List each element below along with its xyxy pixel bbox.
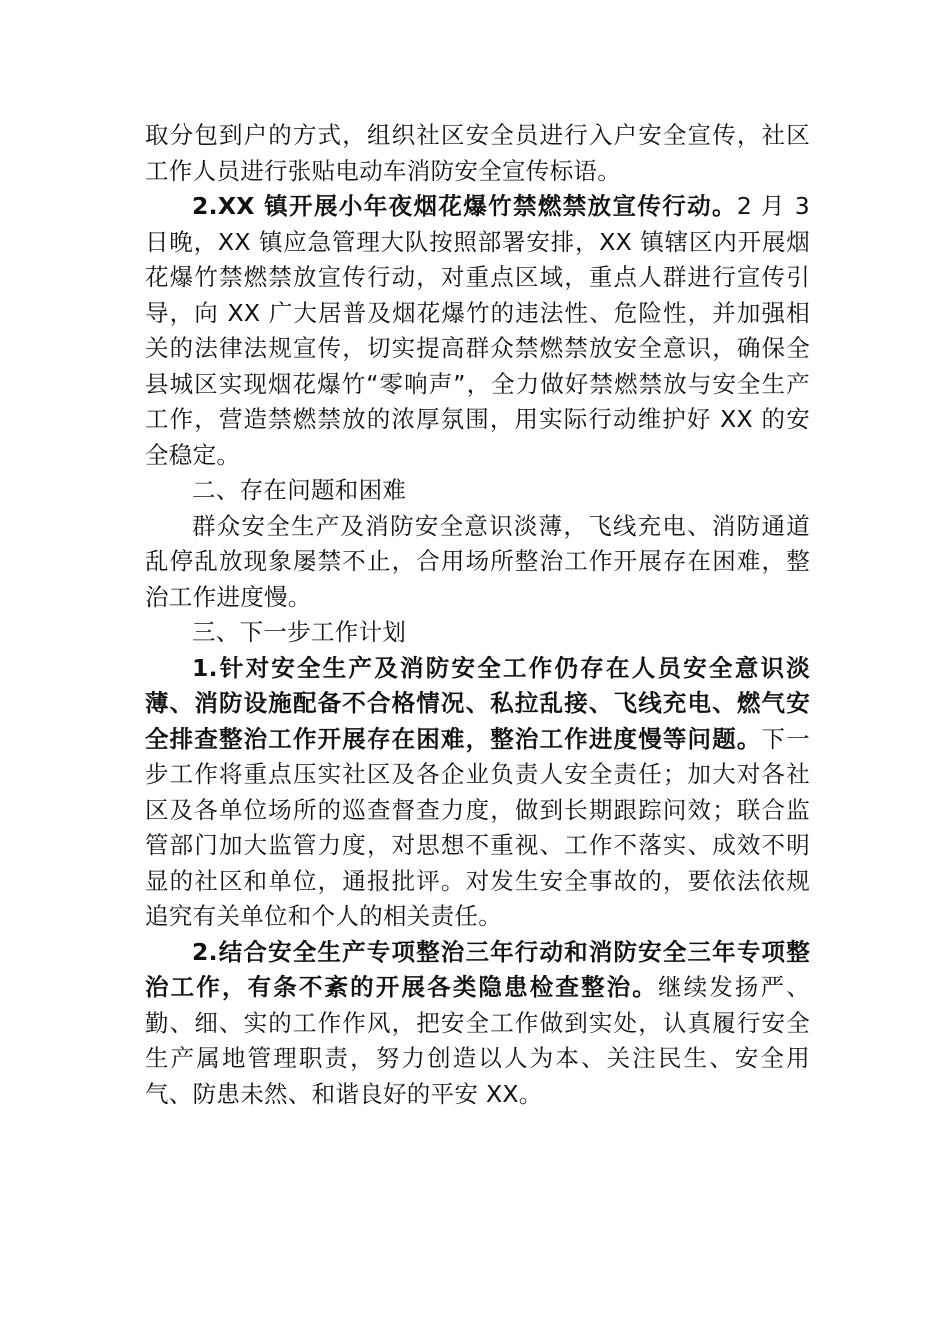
document-page	[145, 118, 810, 1112]
paragraph-text: 群众安全生产及消防安全意识淡薄，飞线充电、消防通道乱停乱放现象屡禁不止，合用场所整治工作开展存在困难，整治工作进度慢。	[145, 511, 810, 611]
section-heading-text: 三、下一步工作计划	[192, 618, 407, 646]
section-heading-text: 二、存在问题和困难	[192, 476, 407, 504]
paragraph-text: 继续发扬严、勤、细、实的工作作风，把安全工作做到实处，认真履行安全生产属地管理职责，努力创造以人为本、关注民生、安全用气、防患未然、和谐良好的平安 XX。	[145, 973, 810, 1108]
paragraph-bold-lead: 2.XX 镇开展小年夜烟花爆竹禁燃禁放宣传行动。	[192, 192, 737, 220]
paragraph-text: 取分包到户的方式，组织社区安全员进行入户安全宣传，社区工作人员进行张贴电动车消防安全宣传标语。	[145, 121, 810, 185]
paragraph-text: 下一步工作将重点压实社区及各企业负责人安全责任；加大对各社区及各单位场所的巡查督查力度，做到长期跟踪问效；联合监管部门加大监管力度，对思想不重视、工作不落实、成效不明显的社区和单位，通报批评。对发生安全事故的，要依法依规追究有关单位和个人的相关责任。	[145, 724, 810, 930]
paragraph-continued	[145, 118, 810, 189]
section-heading-problems	[145, 473, 810, 509]
paragraph-fireworks-campaign	[145, 189, 810, 473]
paragraph-bold-lead: 2.结合安全生产专项整治三年行动和消防安全三年专项整治工作，有条不紊的开展各类隐患检查整治。	[145, 937, 810, 1001]
paragraph-plan-2	[145, 935, 810, 1113]
paragraph-bold-lead: 1.针对安全生产及消防安全工作仍存在人员安全意识淡薄、消防设施配备不合格情况、私拉乱接、飞线充电、燃气安全排查整治工作开展存在困难，整治工作进度慢等问题。	[145, 653, 810, 753]
paragraph-text: 2 月 3 日晚，XX 镇应急管理大队按照部署安排，XX 镇辖区内开展烟花爆竹禁燃禁放宣传行动，对重点区域，重点人群进行宣传引导，向 XX 广大居普及烟花爆竹的违法性、危险性，并加强相关的法律法规宣传，切实提高群众禁燃禁放安全意识，确保全县城区实现烟花爆竹“零响声”，全力做好禁燃禁放与安全生产工作，营造禁燃禁放的浓厚氛围，用实际行动维护好 XX 的安全稳定。	[145, 192, 810, 469]
paragraph-problems	[145, 509, 810, 616]
section-heading-next-steps	[145, 615, 810, 651]
paragraph-plan-1	[145, 651, 810, 935]
